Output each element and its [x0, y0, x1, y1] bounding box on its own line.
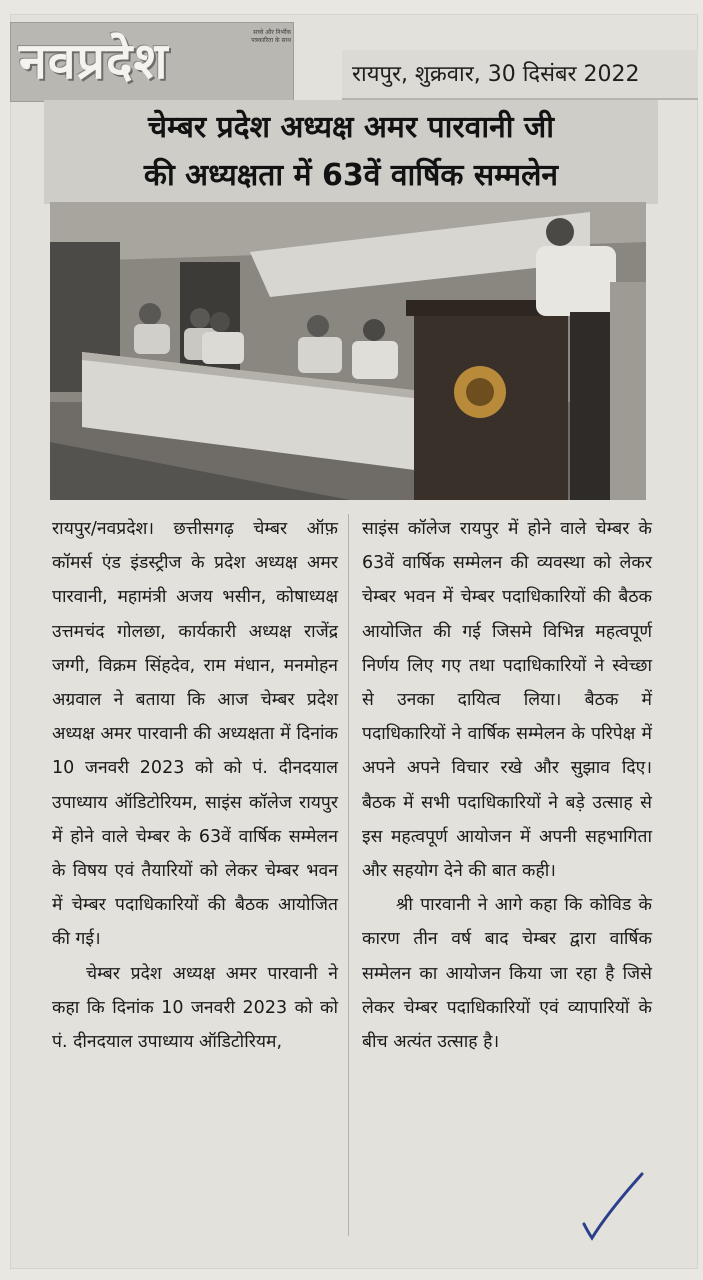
article-paragraph: साइंस कॉलेज रायपुर में होने वाले चेम्बर के 63वें वार्षिक सम्मेलन की व्यवस्था को लेकर चेम्बर भवन में चेम्बर पदाधिकारियों की बैठक आयोजित की गई जिसमे विभिन्न महत्वपूर्ण निर्णय लिए गए तथा पदाधिकारियों ने स्वेच्छा से उनका दायित्व लिया। बैठक में पदाधिकारियों ने वार्षिक सम्मेलन के परिपेक्ष में अपने अपने विचार रखे और सुझाव दिए। बैठक में सभी पदाधिकारियों ने बड़े उत्साह से इस महत्वपूर्ण आयोजन में अपनी सहभागिता और सहयोग देने की बात कही।: [362, 519, 652, 882]
masthead: [10, 22, 294, 102]
dateline-bar: [342, 50, 698, 100]
pen-tick-mark-icon: [578, 1168, 648, 1248]
article-paragraph: रायपुर/नवप्रदेश। छत्तीसगढ़ चेम्बर ऑफ़ कॉमर्स एंड इंडस्ट्रीज के प्रदेश अध्यक्ष अमर पारवानी, महामंत्री अजय भसीन, कोषाध्यक्ष उत्तमचंद गोलछा, कार्यकारी अध्यक्ष राजेंद्र जग्गी, विक्रम सिंहदेव, राम मंधान, मनमोहन अग्रवाल ने बताया कि आज चेम्बर प्रदेश अध्यक्ष अमर पारवानी की अध्यक्षता में दिनांक 10 जनवरी 2023 को को पं. दीनदयाल उपाध्याय ऑडिटोरियम, साइंस कॉलेज रायपुर में होने वाले चेम्बर के 63वें वार्षिक सम्मेलन के विषय एवं तैयारियों को लेकर चेम्बर भवन में चेम्बर पदाधिकारियों की बैठक आयोजित की गई।: [52, 519, 338, 950]
article-paragraph: श्री पारवानी ने आगे कहा कि कोविड के कारण तीन वर्ष बाद चेम्बर द्वारा वार्षिक सम्मेलन का आयोजन किया जा रहा है जिसे लेकर चेम्बर पदाधिकारियों एवं व्यापारियों के बीच अत्यंत उत्साह है।: [362, 895, 652, 1053]
headline: [44, 100, 658, 200]
dateline: रायपुर, शुक्रवार, 30 दिसंबर 2022: [352, 62, 640, 87]
headline-line-1: चेम्बर प्रदेश अध्यक्ष अमर पारवानी जी: [147, 110, 555, 145]
column-divider: [348, 514, 349, 1236]
news-photo: [50, 202, 646, 500]
meeting-hall-photo: [50, 202, 646, 500]
masthead-tagline: सच्चे और निर्भीक पत्रकारिता के साथ: [251, 29, 291, 44]
headline-line-2: की अध्यक्षता में 63वें वार्षिक सम्मलेन: [143, 158, 559, 193]
headline-box: [44, 100, 658, 204]
article-paragraph: चेम्बर प्रदेश अध्यक्ष अमर पारवानी ने कहा कि दिनांक 10 जनवरी 2023 को को पं. दीनदयाल उपाध्याय ऑडिटोरियम,: [52, 963, 338, 1053]
masthead-logo: नवप्रदेश: [19, 32, 169, 90]
article-column-right: [362, 512, 652, 1059]
article-column-left: [52, 512, 338, 1059]
